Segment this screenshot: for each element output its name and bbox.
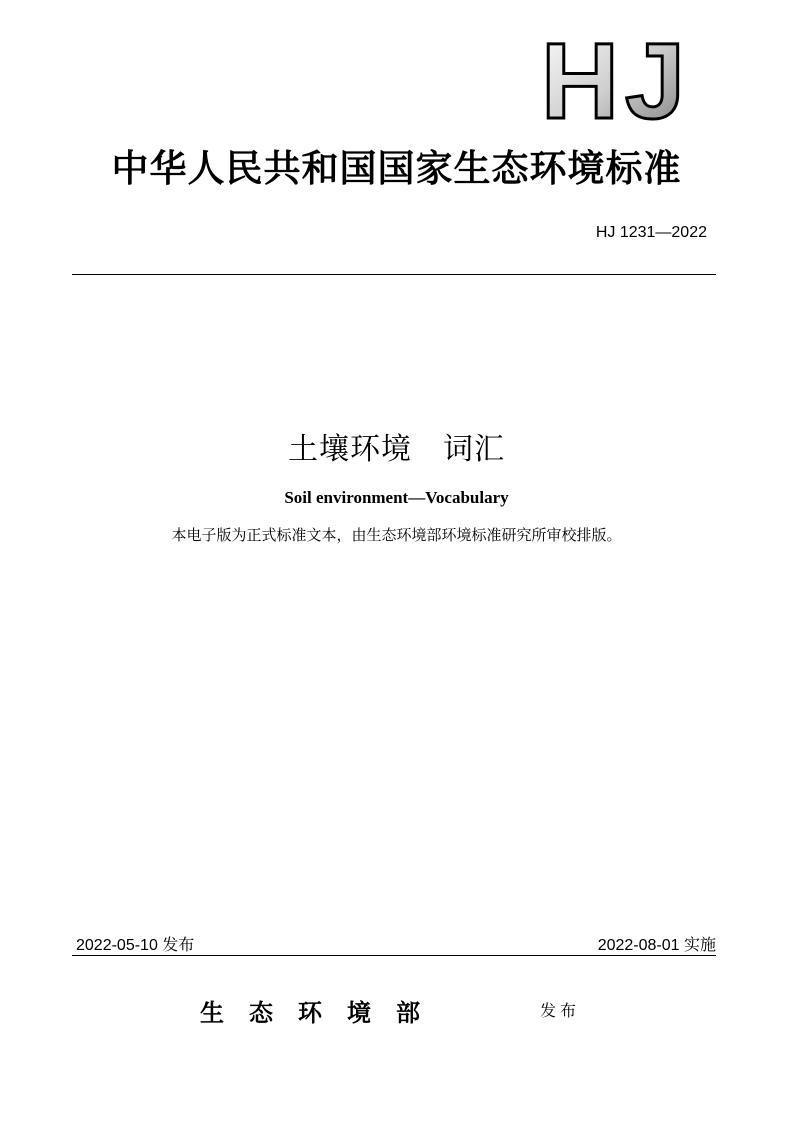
- hj-logo: [536, 38, 696, 122]
- title-english: Soil environment—Vocabulary: [284, 488, 509, 507]
- hj-logo-graphic: [536, 38, 696, 122]
- publish-label: 发布: [540, 1001, 581, 1020]
- footer-divider: [72, 955, 716, 956]
- standard-number: HJ 1231—2022: [595, 224, 707, 241]
- issue-date: 2022-05-10 发布: [76, 937, 195, 954]
- title-chinese: 土壤环境 词汇: [288, 432, 505, 467]
- hj-logo-text: HJ: [540, 38, 692, 122]
- header-divider: [72, 274, 716, 275]
- publisher-name: 生态环境部: [200, 998, 445, 1027]
- standard-classification: 中华人民共和国国家生态环境标准: [111, 146, 682, 190]
- edition-note: 本电子版为正式标准文本，由生态环境部环境标准研究所审校排版。: [171, 526, 622, 544]
- implementation-date: 2022-08-01 实施: [597, 937, 716, 954]
